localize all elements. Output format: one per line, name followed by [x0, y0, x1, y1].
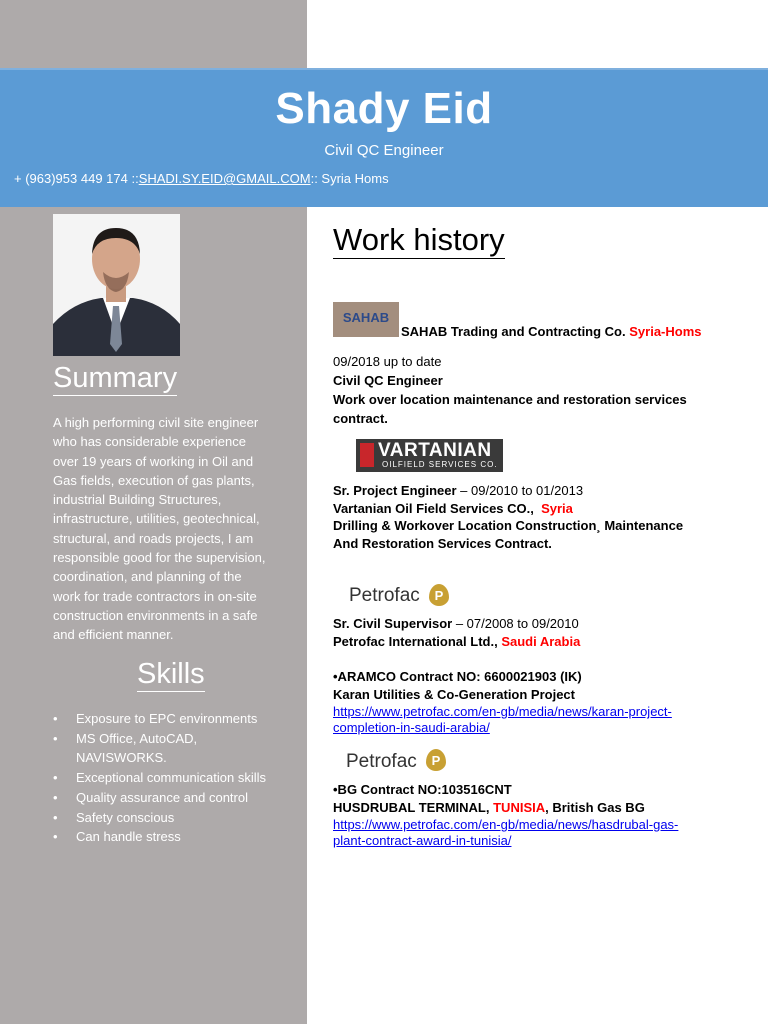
- vartanian-company: Vartanian Oil Field Services CO., Syria: [333, 501, 573, 516]
- skill-item: • Safety conscious: [53, 809, 175, 825]
- phone: + (963)953 449 174 ::: [14, 171, 139, 186]
- vartanian-desc: Drilling & Workover Location Construction¸ Maintenance: [333, 518, 684, 533]
- sahab-desc: contract.: [333, 411, 388, 426]
- sahab-position: Civil QC Engineer: [333, 373, 443, 388]
- summary-line: coordination, and planning of the: [53, 569, 242, 585]
- skill-item: • Quality assurance and control: [53, 789, 248, 805]
- skill-item: NAVISWORKS.: [76, 750, 167, 766]
- sahab-company: SAHAB Trading and Contracting Co. Syria-Homs: [401, 324, 702, 339]
- vartanian-logo: VARTANIAN OILFIELD SERVICES CO.: [356, 439, 503, 472]
- email-link[interactable]: SHADI.SY.EID@GMAIL.COM: [138, 171, 311, 186]
- skills-list: [53, 709, 266, 847]
- petrofac-logo: Petrofac P: [349, 578, 459, 610]
- summary-line: responsible good for the supervision,: [53, 550, 266, 566]
- work-history-heading: Work history: [333, 222, 505, 257]
- summary-text: [53, 413, 298, 645]
- summary-line: work for trade contractors in on-site: [53, 588, 257, 604]
- skills-heading: Skills: [137, 658, 205, 690]
- profile-photo: [53, 214, 180, 356]
- vartanian-position: Sr. Project Engineer – 09/2010 to 01/2013: [333, 483, 584, 498]
- sahab-desc: Work over location maintenance and restoration services: [333, 392, 687, 407]
- sahab-logo: SAHAB: [333, 302, 399, 337]
- skill-item: • Can handle stress: [53, 829, 181, 845]
- summary-line: infrastructure, utilities, geotechnical,: [53, 511, 260, 527]
- petrofac-company: Petrofac International Ltd., Saudi Arabia: [333, 634, 581, 649]
- summary-line: who has considerable experience: [53, 434, 246, 450]
- summary-line: construction environments in a safe: [53, 607, 258, 623]
- contract-2: •BG Contract NO:103516CNT: [333, 782, 512, 797]
- project-1: Karan Utilities & Co-Generation Project: [333, 687, 575, 702]
- petrofac-position: Sr. Civil Supervisor – 07/2008 to 09/2010: [333, 616, 579, 631]
- summary-line: Gas fields, execution of gas plants,: [53, 472, 255, 488]
- skill-item: • MS Office, AutoCAD,: [53, 730, 198, 746]
- petrofac-drop-icon: P: [426, 749, 446, 771]
- contract-1: •ARAMCO Contract NO: 6600021903 (IK): [333, 669, 582, 684]
- skill-item: • Exposure to EPC environments: [53, 711, 258, 726]
- link-2-line: [333, 832, 511, 850]
- summary-line: structural, and roads projects, I am: [53, 530, 254, 546]
- contact-line: [14, 171, 389, 186]
- petrofac-logo: Petrofac P: [346, 744, 456, 776]
- sahab-dates: 09/2018 up to date: [333, 354, 442, 369]
- hasdrubal-link[interactable]: plant-contract-award-in-tunisia/: [333, 833, 512, 848]
- vartanian-desc: And Restoration Services Contract.: [333, 536, 552, 551]
- karan-project-link[interactable]: completion-in-saudi-arabia/: [333, 720, 490, 735]
- summary-line: over 19 years of working in Oil and: [53, 453, 254, 469]
- karan-project-link[interactable]: https://www.petrofac.com/en-gb/media/news/karan-project-: [333, 704, 672, 719]
- summary-line: A high performing civil site engineer: [53, 415, 259, 430]
- hasdrubal-link[interactable]: https://www.petrofac.com/en-gb/media/news/hasdrubal-gas-: [333, 817, 679, 832]
- summary-line: and efficient manner.: [53, 627, 174, 643]
- header-band: [0, 68, 768, 207]
- petrofac-drop-icon: P: [429, 584, 449, 606]
- candidate-role: Civil QC Engineer: [324, 142, 444, 159]
- link-1-line: [333, 719, 490, 737]
- candidate-name: Shady Eid: [275, 84, 493, 133]
- location: :: Syria Homs: [310, 171, 389, 186]
- skill-item: • Exceptional communication skills: [53, 770, 267, 786]
- summary-heading: Summary: [53, 362, 178, 394]
- project-2: HUSDRUBAL TERMINAL, TUNISIA, British Gas BG: [333, 800, 645, 815]
- summary-line: industrial Building Structures,: [53, 492, 222, 508]
